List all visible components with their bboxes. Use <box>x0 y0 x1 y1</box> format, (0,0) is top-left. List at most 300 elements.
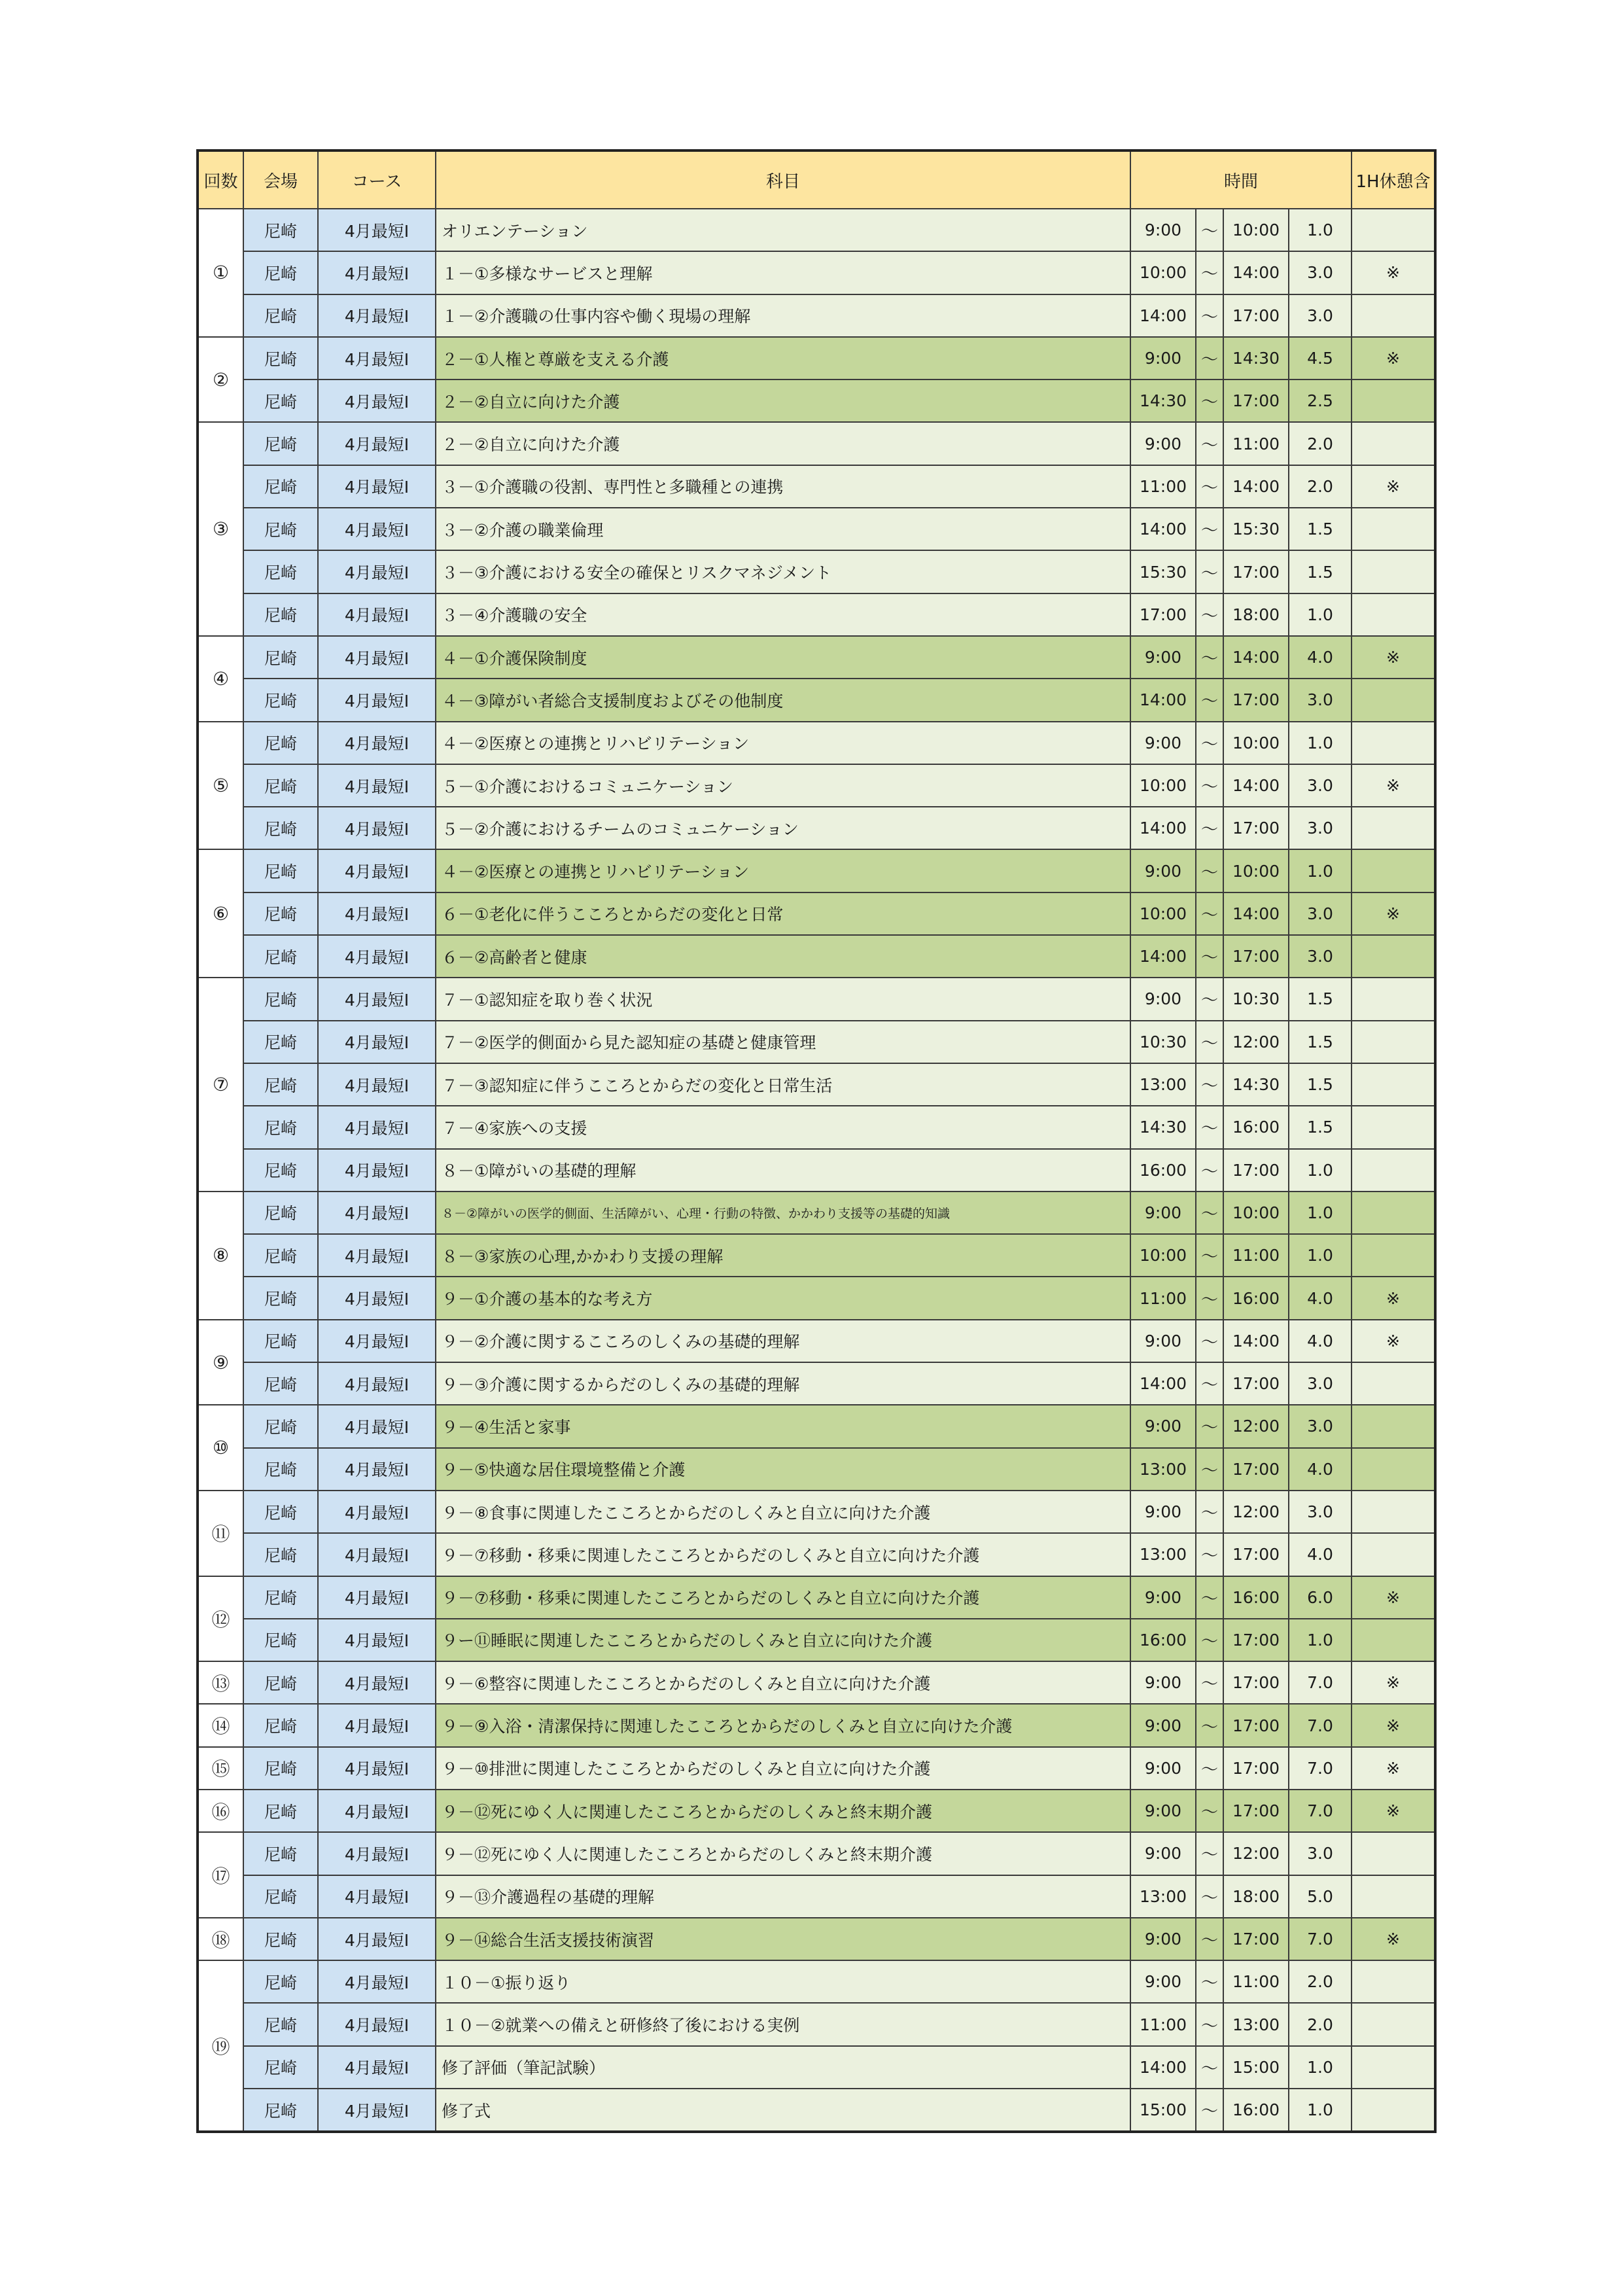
break-mark-cell <box>1352 1619 1435 1661</box>
table-row <box>198 209 1435 251</box>
table-row <box>198 550 1435 593</box>
time-separator: ～ <box>1196 2046 1223 2089</box>
table-row <box>198 465 1435 508</box>
end-time-cell: 10:00 <box>1223 722 1289 764</box>
start-time-cell: 9:00 <box>1130 1960 1196 2003</box>
start-time-cell: 14:30 <box>1130 1106 1196 1148</box>
hours-cell: 1.5 <box>1289 978 1352 1020</box>
table-row <box>198 1063 1435 1106</box>
table-row <box>198 1106 1435 1148</box>
venue-cell: 尼崎 <box>243 1832 318 1875</box>
course-cell: 4月最短Ⅰ <box>318 1277 436 1319</box>
time-separator: ～ <box>1196 807 1223 849</box>
hours-cell: 7.0 <box>1289 1747 1352 1790</box>
venue-cell: 尼崎 <box>243 1533 318 1576</box>
end-time-cell: 10:00 <box>1223 1192 1289 1234</box>
course-cell: 4月最短Ⅰ <box>318 1619 436 1661</box>
course-cell: 4月最短Ⅰ <box>318 550 436 593</box>
subject-cell: １０－②就業への備えと研修終了後における実例 <box>436 2003 1130 2045</box>
course-cell: 4月最短Ⅰ <box>318 294 436 337</box>
table-row <box>198 807 1435 849</box>
hours-cell: 1.0 <box>1289 2046 1352 2089</box>
time-separator: ～ <box>1196 1918 1223 1960</box>
hours-cell: 1.0 <box>1289 2089 1352 2132</box>
table-row <box>198 251 1435 294</box>
time-separator: ～ <box>1196 1192 1223 1234</box>
table-row <box>198 2089 1435 2132</box>
round-number: ④ <box>198 636 243 722</box>
break-mark-cell <box>1352 978 1435 1020</box>
end-time-cell: 17:00 <box>1223 1918 1289 1960</box>
round-number: ⑧ <box>198 1192 243 1320</box>
header-break: 1H休憩含 <box>1352 150 1435 209</box>
table-row <box>198 1021 1435 1063</box>
break-mark-cell <box>1352 2089 1435 2132</box>
start-time-cell: 16:00 <box>1130 1149 1196 1192</box>
hours-cell: 7.0 <box>1289 1918 1352 1960</box>
course-cell: 4月最短Ⅰ <box>318 508 436 550</box>
end-time-cell: 12:00 <box>1223 1405 1289 1447</box>
table-row <box>198 1533 1435 1576</box>
end-time-cell: 17:00 <box>1223 1790 1289 1832</box>
hours-cell: 1.0 <box>1289 1234 1352 1277</box>
course-cell: 4月最短Ⅰ <box>318 764 436 807</box>
time-separator: ～ <box>1196 1619 1223 1661</box>
break-mark-cell: ※ <box>1352 892 1435 935</box>
subject-cell: ９－⑩排泄に関連したこころとからだのしくみと自立に向けた介護 <box>436 1747 1130 1790</box>
end-time-cell: 14:00 <box>1223 764 1289 807</box>
hours-cell: 3.0 <box>1289 1491 1352 1533</box>
course-cell: 4月最短Ⅰ <box>318 1533 436 1576</box>
time-separator: ～ <box>1196 1491 1223 1533</box>
venue-cell: 尼崎 <box>243 337 318 380</box>
course-cell: 4月最短Ⅰ <box>318 380 436 422</box>
subject-cell: ６－①老化に伴うこころとからだの変化と日常 <box>436 892 1130 935</box>
start-time-cell: 14:00 <box>1130 935 1196 978</box>
subject-cell: ９－⑭総合生活支援技術演習 <box>436 1918 1130 1960</box>
start-time-cell: 17:00 <box>1130 593 1196 636</box>
end-time-cell: 14:30 <box>1223 337 1289 380</box>
time-separator: ～ <box>1196 1661 1223 1704</box>
round-number: ⑯ <box>198 1790 243 1832</box>
hours-cell: 4.0 <box>1289 1533 1352 1576</box>
end-time-cell: 18:00 <box>1223 1875 1289 1918</box>
hours-cell: 7.0 <box>1289 1704 1352 1746</box>
subject-cell: ９－⑬介護過程の基礎的理解 <box>436 1875 1130 1918</box>
venue-cell: 尼崎 <box>243 1405 318 1447</box>
venue-cell: 尼崎 <box>243 807 318 849</box>
subject-cell: ９－⑨入浴・清潔保持に関連したこころとからだのしくみと自立に向けた介護 <box>436 1704 1130 1746</box>
start-time-cell: 9:00 <box>1130 636 1196 679</box>
venue-cell: 尼崎 <box>243 2046 318 2089</box>
time-separator: ～ <box>1196 1960 1223 2003</box>
table-row <box>198 337 1435 380</box>
break-mark-cell: ※ <box>1352 1790 1435 1832</box>
subject-cell: ９－⑦移動・移乗に関連したこころとからだのしくみと自立に向けた介護 <box>436 1533 1130 1576</box>
course-cell: 4月最短Ⅰ <box>318 2046 436 2089</box>
end-time-cell: 17:00 <box>1223 380 1289 422</box>
time-separator: ～ <box>1196 550 1223 593</box>
table-row <box>198 294 1435 337</box>
end-time-cell: 13:00 <box>1223 2003 1289 2045</box>
start-time-cell: 9:00 <box>1130 209 1196 251</box>
subject-cell: オリエンテーション <box>436 209 1130 251</box>
course-cell: 4月最短Ⅰ <box>318 1661 436 1704</box>
start-time-cell: 13:00 <box>1130 1533 1196 1576</box>
venue-cell: 尼崎 <box>243 1576 318 1619</box>
hours-cell: 1.0 <box>1289 209 1352 251</box>
break-mark-cell <box>1352 1192 1435 1234</box>
subject-cell: ４－①介護保険制度 <box>436 636 1130 679</box>
start-time-cell: 14:00 <box>1130 807 1196 849</box>
subject-cell: ９－④生活と家事 <box>436 1405 1130 1447</box>
table-row <box>198 1875 1435 1918</box>
venue-cell: 尼崎 <box>243 849 318 892</box>
end-time-cell: 14:00 <box>1223 892 1289 935</box>
start-time-cell: 11:00 <box>1130 1277 1196 1319</box>
venue-cell: 尼崎 <box>243 251 318 294</box>
hours-cell: 3.0 <box>1289 1405 1352 1447</box>
subject-cell: ７－①認知症を取り巻く状況 <box>436 978 1130 1020</box>
venue-cell: 尼崎 <box>243 1875 318 1918</box>
header-row <box>198 150 1435 209</box>
end-time-cell: 17:00 <box>1223 679 1289 721</box>
end-time-cell: 17:00 <box>1223 1747 1289 1790</box>
table-row <box>198 1277 1435 1319</box>
time-separator: ～ <box>1196 1063 1223 1106</box>
table-row <box>198 1234 1435 1277</box>
course-cell: 4月最短Ⅰ <box>318 251 436 294</box>
break-mark-cell <box>1352 294 1435 337</box>
subject-cell: ４－②医療との連携とリハビリテーション <box>436 722 1130 764</box>
subject-cell: ７－④家族への支援 <box>436 1106 1130 1148</box>
hours-cell: 1.0 <box>1289 1149 1352 1192</box>
venue-cell: 尼崎 <box>243 1234 318 1277</box>
course-cell: 4月最短Ⅰ <box>318 1063 436 1106</box>
time-separator: ～ <box>1196 1875 1223 1918</box>
table-row <box>198 2046 1435 2089</box>
venue-cell: 尼崎 <box>243 465 318 508</box>
schedule-body <box>198 209 1435 2132</box>
venue-cell: 尼崎 <box>243 550 318 593</box>
table-row <box>198 1790 1435 1832</box>
subject-cell: ９－②介護に関するこころのしくみの基礎的理解 <box>436 1320 1130 1362</box>
start-time-cell: 13:00 <box>1130 1875 1196 1918</box>
course-cell: 4月最短Ⅰ <box>318 593 436 636</box>
hours-cell: 3.0 <box>1289 807 1352 849</box>
hours-cell: 1.5 <box>1289 550 1352 593</box>
hours-cell: 1.5 <box>1289 1021 1352 1063</box>
subject-cell: 修了式 <box>436 2089 1130 2132</box>
hours-cell: 4.0 <box>1289 636 1352 679</box>
venue-cell: 尼崎 <box>243 1149 318 1192</box>
round-number: ⑬ <box>198 1661 243 1704</box>
end-time-cell: 17:00 <box>1223 807 1289 849</box>
subject-cell: ８－①障がいの基礎的理解 <box>436 1149 1130 1192</box>
venue-cell: 尼崎 <box>243 1063 318 1106</box>
hours-cell: 3.0 <box>1289 294 1352 337</box>
round-number: ⑪ <box>198 1491 243 1576</box>
start-time-cell: 14:00 <box>1130 2046 1196 2089</box>
venue-cell: 尼崎 <box>243 636 318 679</box>
subject-cell: ２－①人権と尊厳を支える介護 <box>436 337 1130 380</box>
end-time-cell: 17:00 <box>1223 1704 1289 1746</box>
table-row <box>198 1491 1435 1533</box>
subject-cell: ２－②自立に向けた介護 <box>436 380 1130 422</box>
subject-cell: ７－②医学的側面から見た認知症の基礎と健康管理 <box>436 1021 1130 1063</box>
table-row <box>198 508 1435 550</box>
hours-cell: 1.0 <box>1289 1619 1352 1661</box>
time-separator: ～ <box>1196 465 1223 508</box>
end-time-cell: 11:00 <box>1223 1234 1289 1277</box>
venue-cell: 尼崎 <box>243 1918 318 1960</box>
start-time-cell: 9:00 <box>1130 1747 1196 1790</box>
course-cell: 4月最短Ⅰ <box>318 422 436 465</box>
hours-cell: 3.0 <box>1289 679 1352 721</box>
break-mark-cell: ※ <box>1352 1320 1435 1362</box>
course-cell: 4月最短Ⅰ <box>318 1149 436 1192</box>
time-separator: ～ <box>1196 2003 1223 2045</box>
venue-cell: 尼崎 <box>243 978 318 1020</box>
venue-cell: 尼崎 <box>243 1619 318 1661</box>
venue-cell: 尼崎 <box>243 1362 318 1405</box>
table-row <box>198 593 1435 636</box>
hours-cell: 1.5 <box>1289 508 1352 550</box>
hours-cell: 5.0 <box>1289 1875 1352 1918</box>
round-number: ⑮ <box>198 1747 243 1790</box>
end-time-cell: 12:00 <box>1223 1832 1289 1875</box>
hours-cell: 1.0 <box>1289 849 1352 892</box>
venue-cell: 尼崎 <box>243 508 318 550</box>
break-mark-cell <box>1352 2003 1435 2045</box>
start-time-cell: 15:30 <box>1130 550 1196 593</box>
schedule-table <box>196 149 1437 2133</box>
subject-cell: １－①多様なサービスと理解 <box>436 251 1130 294</box>
venue-cell: 尼崎 <box>243 593 318 636</box>
hours-cell: 6.0 <box>1289 1576 1352 1619</box>
table-row <box>198 2003 1435 2045</box>
start-time-cell: 9:00 <box>1130 1918 1196 1960</box>
end-time-cell: 16:00 <box>1223 1106 1289 1148</box>
hours-cell: 3.0 <box>1289 764 1352 807</box>
table-row <box>198 764 1435 807</box>
course-cell: 4月最短Ⅰ <box>318 1362 436 1405</box>
start-time-cell: 9:00 <box>1130 337 1196 380</box>
time-separator: ～ <box>1196 935 1223 978</box>
end-time-cell: 10:00 <box>1223 849 1289 892</box>
time-separator: ～ <box>1196 679 1223 721</box>
break-mark-cell <box>1352 1362 1435 1405</box>
break-mark-cell <box>1352 1405 1435 1447</box>
end-time-cell: 14:30 <box>1223 1063 1289 1106</box>
course-cell: 4月最短Ⅰ <box>318 1704 436 1746</box>
break-mark-cell <box>1352 422 1435 465</box>
course-cell: 4月最短Ⅰ <box>318 1491 436 1533</box>
end-time-cell: 15:00 <box>1223 2046 1289 2089</box>
start-time-cell: 10:30 <box>1130 1021 1196 1063</box>
time-separator: ～ <box>1196 1704 1223 1746</box>
hours-cell: 1.0 <box>1289 593 1352 636</box>
hours-cell: 2.0 <box>1289 422 1352 465</box>
time-separator: ～ <box>1196 1533 1223 1576</box>
table-row <box>198 1619 1435 1661</box>
start-time-cell: 9:00 <box>1130 422 1196 465</box>
end-time-cell: 16:00 <box>1223 1277 1289 1319</box>
break-mark-cell: ※ <box>1352 1661 1435 1704</box>
start-time-cell: 11:00 <box>1130 465 1196 508</box>
table-row <box>198 1362 1435 1405</box>
end-time-cell: 11:00 <box>1223 1960 1289 2003</box>
subject-cell: ９－⑫死にゆく人に関連したこころとからだのしくみと終末期介護 <box>436 1790 1130 1832</box>
end-time-cell: 17:00 <box>1223 1661 1289 1704</box>
venue-cell: 尼崎 <box>243 1491 318 1533</box>
hours-cell: 2.0 <box>1289 1960 1352 2003</box>
venue-cell: 尼崎 <box>243 1704 318 1746</box>
subject-cell: ３－②介護の職業倫理 <box>436 508 1130 550</box>
course-cell: 4月最短Ⅰ <box>318 1021 436 1063</box>
venue-cell: 尼崎 <box>243 2003 318 2045</box>
time-separator: ～ <box>1196 1277 1223 1319</box>
round-number: ③ <box>198 422 243 635</box>
course-cell: 4月最短Ⅰ <box>318 636 436 679</box>
end-time-cell: 10:00 <box>1223 209 1289 251</box>
subject-cell: ７－③認知症に伴うこころとからだの変化と日常生活 <box>436 1063 1130 1106</box>
break-mark-cell <box>1352 593 1435 636</box>
round-number: ② <box>198 337 243 423</box>
hours-cell: 3.0 <box>1289 251 1352 294</box>
course-cell: 4月最短Ⅰ <box>318 1875 436 1918</box>
hours-cell: 4.0 <box>1289 1320 1352 1362</box>
start-time-cell: 10:00 <box>1130 892 1196 935</box>
round-number: ① <box>198 209 243 337</box>
end-time-cell: 12:00 <box>1223 1491 1289 1533</box>
subject-cell: ３－①介護職の役割、専門性と多職種との連携 <box>436 465 1130 508</box>
end-time-cell: 14:00 <box>1223 251 1289 294</box>
hours-cell: 3.0 <box>1289 1362 1352 1405</box>
start-time-cell: 14:00 <box>1130 679 1196 721</box>
start-time-cell: 14:00 <box>1130 508 1196 550</box>
time-separator: ～ <box>1196 337 1223 380</box>
subject-cell: １－②介護職の仕事内容や働く現場の理解 <box>436 294 1130 337</box>
break-mark-cell <box>1352 807 1435 849</box>
venue-cell: 尼崎 <box>243 722 318 764</box>
hours-cell: 2.5 <box>1289 380 1352 422</box>
time-separator: ～ <box>1196 1576 1223 1619</box>
hours-cell: 2.0 <box>1289 465 1352 508</box>
subject-cell: ５－①介護におけるコミュニケーション <box>436 764 1130 807</box>
venue-cell: 尼崎 <box>243 2089 318 2132</box>
table-row <box>198 849 1435 892</box>
start-time-cell: 9:00 <box>1130 1576 1196 1619</box>
break-mark-cell <box>1352 1106 1435 1148</box>
venue-cell: 尼崎 <box>243 1192 318 1234</box>
start-time-cell: 9:00 <box>1130 1832 1196 1875</box>
start-time-cell: 9:00 <box>1130 1405 1196 1447</box>
table-row <box>198 1661 1435 1704</box>
start-time-cell: 9:00 <box>1130 1790 1196 1832</box>
venue-cell: 尼崎 <box>243 1106 318 1148</box>
course-cell: 4月最短Ⅰ <box>318 1832 436 1875</box>
end-time-cell: 12:00 <box>1223 1021 1289 1063</box>
start-time-cell: 9:00 <box>1130 1661 1196 1704</box>
course-cell: 4月最短Ⅰ <box>318 978 436 1020</box>
subject-cell: ３－④介護職の安全 <box>436 593 1130 636</box>
subject-cell: １０－①振り返り <box>436 1960 1130 2003</box>
hours-cell: 4.0 <box>1289 1448 1352 1491</box>
table-row <box>198 935 1435 978</box>
start-time-cell: 14:30 <box>1130 380 1196 422</box>
break-mark-cell <box>1352 1448 1435 1491</box>
subject-cell: ９－⑦移動・移乗に関連したこころとからだのしくみと自立に向けた介護 <box>436 1576 1130 1619</box>
break-mark-cell: ※ <box>1352 1277 1435 1319</box>
table-row <box>198 422 1435 465</box>
start-time-cell: 10:00 <box>1130 1234 1196 1277</box>
time-separator: ～ <box>1196 508 1223 550</box>
hours-cell: 4.0 <box>1289 1277 1352 1319</box>
table-row <box>198 1149 1435 1192</box>
course-cell: 4月最短Ⅰ <box>318 679 436 721</box>
end-time-cell: 17:00 <box>1223 1448 1289 1491</box>
start-time-cell: 9:00 <box>1130 849 1196 892</box>
end-time-cell: 17:00 <box>1223 1149 1289 1192</box>
time-separator: ～ <box>1196 1106 1223 1148</box>
subject-cell: ４－②医療との連携とリハビリテーション <box>436 849 1130 892</box>
start-time-cell: 9:00 <box>1130 1320 1196 1362</box>
round-number: ⑫ <box>198 1576 243 1662</box>
round-number: ⑰ <box>198 1832 243 1918</box>
course-cell: 4月最短Ⅰ <box>318 2003 436 2045</box>
table-row <box>198 380 1435 422</box>
start-time-cell: 13:00 <box>1130 1063 1196 1106</box>
break-mark-cell <box>1352 380 1435 422</box>
end-time-cell: 14:00 <box>1223 1320 1289 1362</box>
table-row <box>198 1960 1435 2003</box>
course-cell: 4月最短Ⅰ <box>318 337 436 380</box>
break-mark-cell <box>1352 1234 1435 1277</box>
venue-cell: 尼崎 <box>243 1277 318 1319</box>
break-mark-cell <box>1352 550 1435 593</box>
time-separator: ～ <box>1196 722 1223 764</box>
course-cell: 4月最短Ⅰ <box>318 209 436 251</box>
end-time-cell: 17:00 <box>1223 935 1289 978</box>
subject-cell: ９－⑧食事に関連したこころとからだのしくみと自立に向けた介護 <box>436 1491 1130 1533</box>
round-number: ⑤ <box>198 722 243 850</box>
course-cell: 4月最短Ⅰ <box>318 1448 436 1491</box>
venue-cell: 尼崎 <box>243 892 318 935</box>
round-number: ⑨ <box>198 1320 243 1405</box>
venue-cell: 尼崎 <box>243 1790 318 1832</box>
break-mark-cell: ※ <box>1352 251 1435 294</box>
time-separator: ～ <box>1196 1405 1223 1447</box>
subject-cell: ９－⑫死にゆく人に関連したこころとからだのしくみと終末期介護 <box>436 1832 1130 1875</box>
course-cell: 4月最短Ⅰ <box>318 1405 436 1447</box>
header-venue: 会場 <box>243 150 318 209</box>
course-cell: 4月最短Ⅰ <box>318 892 436 935</box>
start-time-cell: 11:00 <box>1130 2003 1196 2045</box>
break-mark-cell <box>1352 722 1435 764</box>
subject-cell: ４－③障がい者総合支援制度およびその他制度 <box>436 679 1130 721</box>
round-number: ⑭ <box>198 1704 243 1746</box>
start-time-cell: 9:00 <box>1130 1704 1196 1746</box>
end-time-cell: 16:00 <box>1223 2089 1289 2132</box>
round-number: ⑥ <box>198 849 243 978</box>
end-time-cell: 11:00 <box>1223 422 1289 465</box>
course-cell: 4月最短Ⅰ <box>318 1192 436 1234</box>
time-separator: ～ <box>1196 636 1223 679</box>
break-mark-cell: ※ <box>1352 337 1435 380</box>
table-row <box>198 1192 1435 1234</box>
start-time-cell: 15:00 <box>1130 2089 1196 2132</box>
